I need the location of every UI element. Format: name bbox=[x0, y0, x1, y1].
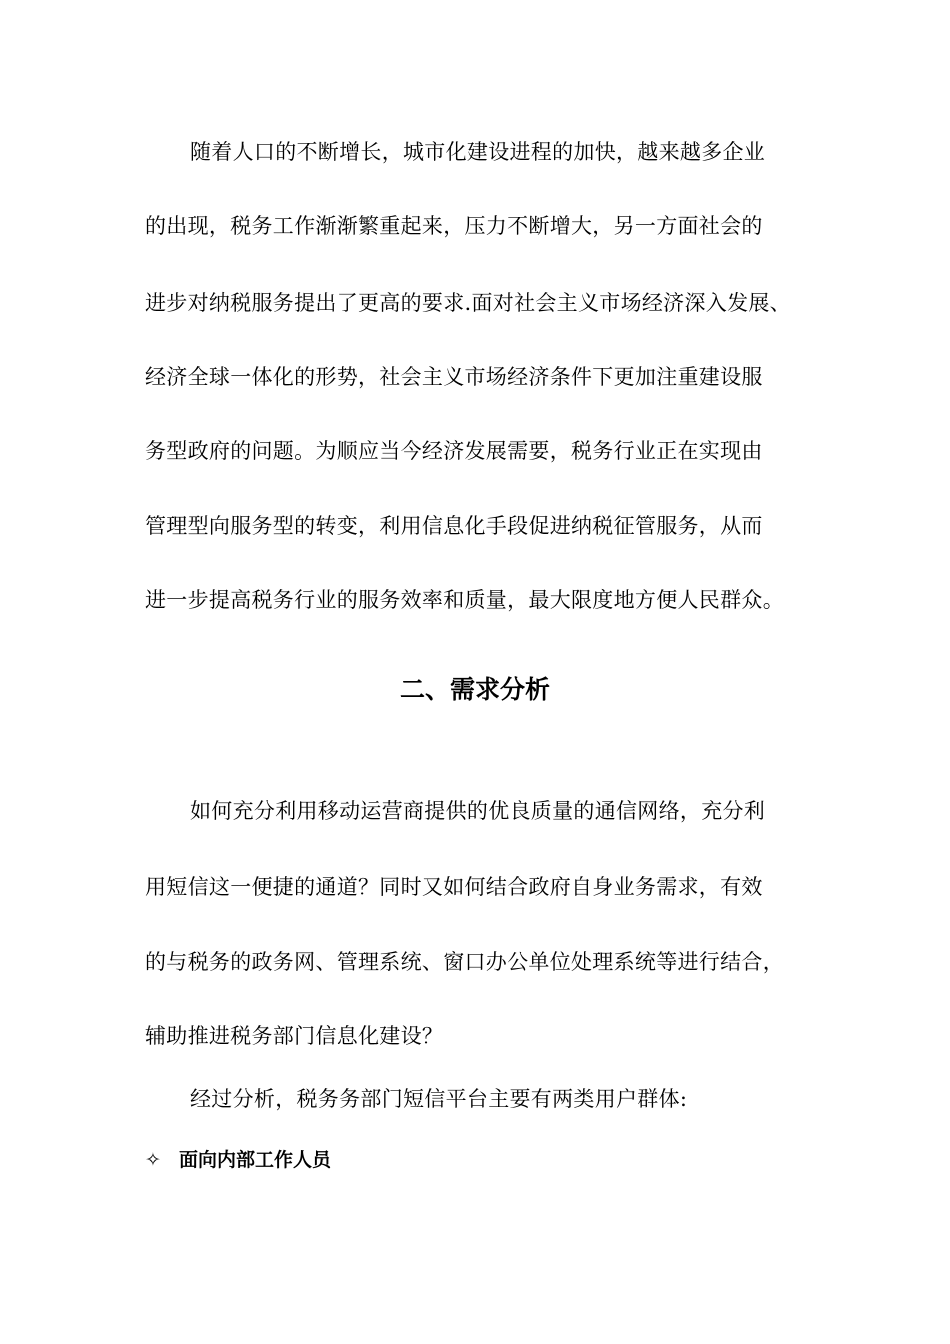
paragraph-line: 进一步提高税务行业的服务效率和质量，最大限度地方便人民群众。 bbox=[145, 588, 784, 612]
paragraph-line: 进步对纳税服务提出了更高的要求.面对社会主义市场经济深入发展、 bbox=[145, 291, 791, 315]
paragraph-line: 如何充分利用移动运营商提供的优良质量的通信网络，充分利 bbox=[190, 799, 766, 823]
bullet-item bbox=[145, 1146, 331, 1174]
bullet-text: 面向内部工作人员 bbox=[179, 1149, 332, 1171]
paragraph-line: 经济全球一体化的形势，社会主义市场经济条件下更加注重建设服 bbox=[145, 365, 763, 389]
paragraph-line: 管理型向服务型的转变，利用信息化手段促进纳税征管服务，从而 bbox=[145, 514, 763, 538]
paragraph-line: 辅助推进税务部门信息化建设？ bbox=[145, 1024, 444, 1048]
paragraph-line: 务型政府的问题。为顺应当今经济发展需要，税务行业正在实现由 bbox=[145, 439, 763, 463]
sparkle-bullet-icon: ✧ bbox=[145, 1149, 161, 1171]
paragraph-line: 的与税务的政务网、管理系统、窗口办公单位处理系统等进行结合， bbox=[145, 950, 784, 974]
section-heading: 二、需求分析 bbox=[399, 675, 550, 704]
paragraph-line: 用短信这一便捷的通道？同时又如何结合政府自身业务需求，有效 bbox=[145, 875, 763, 899]
paragraph-line: 随着人口的不断增长，城市化建设进程的加快，越来越多企业 bbox=[190, 140, 766, 164]
paragraph-line: 的出现，税务工作渐渐繁重起来，压力不断增大，另一方面社会的 bbox=[145, 214, 763, 238]
paragraph-line: 经过分析，税务务部门短信平台主要有两类用户群体: bbox=[190, 1087, 688, 1111]
